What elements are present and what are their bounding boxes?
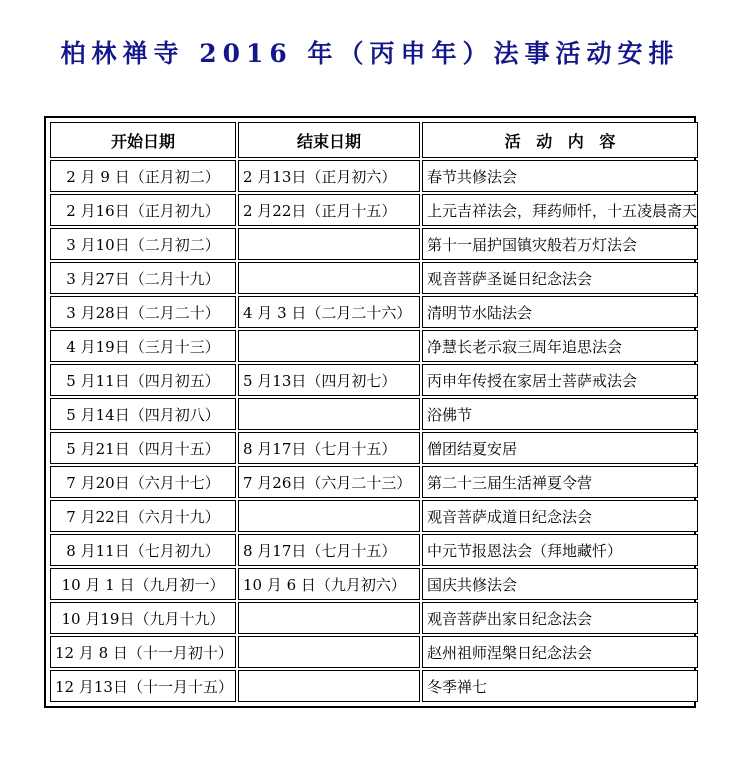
cell-end-date: [238, 602, 420, 634]
cell-activity: 第二十三届生活禅夏令营: [422, 466, 698, 498]
table-header: [50, 122, 698, 158]
table-row: [50, 432, 698, 464]
table-row: [50, 296, 698, 328]
cell-start-date: 2 月 9 日（正月初二）: [50, 160, 236, 192]
cell-end-date: 8 月17日（七月十五）: [238, 534, 420, 566]
column-header-start-date: 开始日期: [50, 122, 236, 158]
table-row: [50, 160, 698, 192]
cell-end-date: [238, 228, 420, 260]
cell-activity: 春节共修法会: [422, 160, 698, 192]
table-body: [50, 160, 698, 702]
table-row: [50, 330, 698, 362]
cell-activity: 僧团结夏安居: [422, 432, 698, 464]
cell-activity: 中元节报恩法会（拜地藏忏）: [422, 534, 698, 566]
table-row: [50, 228, 698, 260]
cell-end-date: [238, 262, 420, 294]
table-row: [50, 500, 698, 532]
column-header-end-date: 结束日期: [238, 122, 420, 158]
cell-end-date: 8 月17日（七月十五）: [238, 432, 420, 464]
cell-start-date: 8 月11日（七月初九）: [50, 534, 236, 566]
cell-start-date: 12 月 8 日（十一月初十）: [50, 636, 236, 668]
cell-activity: 第十一届护国镇灾般若万灯法会: [422, 228, 698, 260]
cell-end-date: [238, 330, 420, 362]
cell-start-date: 5 月14日（四月初八）: [50, 398, 236, 430]
cell-activity: 浴佛节: [422, 398, 698, 430]
cell-end-date: [238, 500, 420, 532]
column-header-activity: 活 动 内 容: [422, 122, 698, 158]
cell-start-date: 5 月21日（四月十五）: [50, 432, 236, 464]
schedule-table: [48, 120, 700, 704]
table-row: [50, 466, 698, 498]
cell-end-date: [238, 670, 420, 702]
table-row: [50, 568, 698, 600]
cell-end-date: [238, 636, 420, 668]
cell-end-date: 4 月 3 日（二月二十六）: [238, 296, 420, 328]
cell-activity: 上元吉祥法会，拜药师忏，十五凌晨斋天: [422, 194, 698, 226]
table-row: [50, 194, 698, 226]
cell-start-date: 2 月16日（正月初九）: [50, 194, 236, 226]
cell-activity: 赵州祖师涅槃日纪念法会: [422, 636, 698, 668]
cell-end-date: 2 月13日（正月初六）: [238, 160, 420, 192]
cell-activity: 国庆共修法会: [422, 568, 698, 600]
cell-activity: 净慧长老示寂三周年追思法会: [422, 330, 698, 362]
cell-start-date: 10 月19日（九月十九）: [50, 602, 236, 634]
cell-start-date: 3 月27日（二月十九）: [50, 262, 236, 294]
table-row: [50, 670, 698, 702]
cell-activity: 观音菩萨圣诞日纪念法会: [422, 262, 698, 294]
cell-start-date: 7 月20日（六月十七）: [50, 466, 236, 498]
cell-activity: 清明节水陆法会: [422, 296, 698, 328]
cell-start-date: 5 月11日（四月初五）: [50, 364, 236, 396]
cell-activity: 丙申年传授在家居士菩萨戒法会: [422, 364, 698, 396]
cell-start-date: 7 月22日（六月十九）: [50, 500, 236, 532]
cell-activity: 观音菩萨成道日纪念法会: [422, 500, 698, 532]
table-row: [50, 398, 698, 430]
cell-end-date: 2 月22日（正月十五）: [238, 194, 420, 226]
table-row: [50, 262, 698, 294]
table-row: [50, 364, 698, 396]
cell-start-date: 10 月 1 日（九月初一）: [50, 568, 236, 600]
cell-start-date: 3 月28日（二月二十）: [50, 296, 236, 328]
cell-end-date: 7 月26日（六月二十三）: [238, 466, 420, 498]
cell-activity: 冬季禅七: [422, 670, 698, 702]
page-title: 柏林禅寺 2016 年（丙申年）法事活动安排: [60, 39, 680, 68]
table-row: [50, 636, 698, 668]
cell-end-date: 10 月 6 日（九月初六）: [238, 568, 420, 600]
cell-activity: 观音菩萨出家日纪念法会: [422, 602, 698, 634]
table-row: [50, 602, 698, 634]
cell-start-date: 12 月13日（十一月十五）: [50, 670, 236, 702]
cell-start-date: 3 月10日（二月初二）: [50, 228, 236, 260]
cell-end-date: 5 月13日（四月初七）: [238, 364, 420, 396]
cell-end-date: [238, 398, 420, 430]
schedule-table-container: [44, 116, 696, 708]
table-header-row: [50, 122, 698, 158]
cell-start-date: 4 月19日（三月十三）: [50, 330, 236, 362]
table-row: [50, 534, 698, 566]
